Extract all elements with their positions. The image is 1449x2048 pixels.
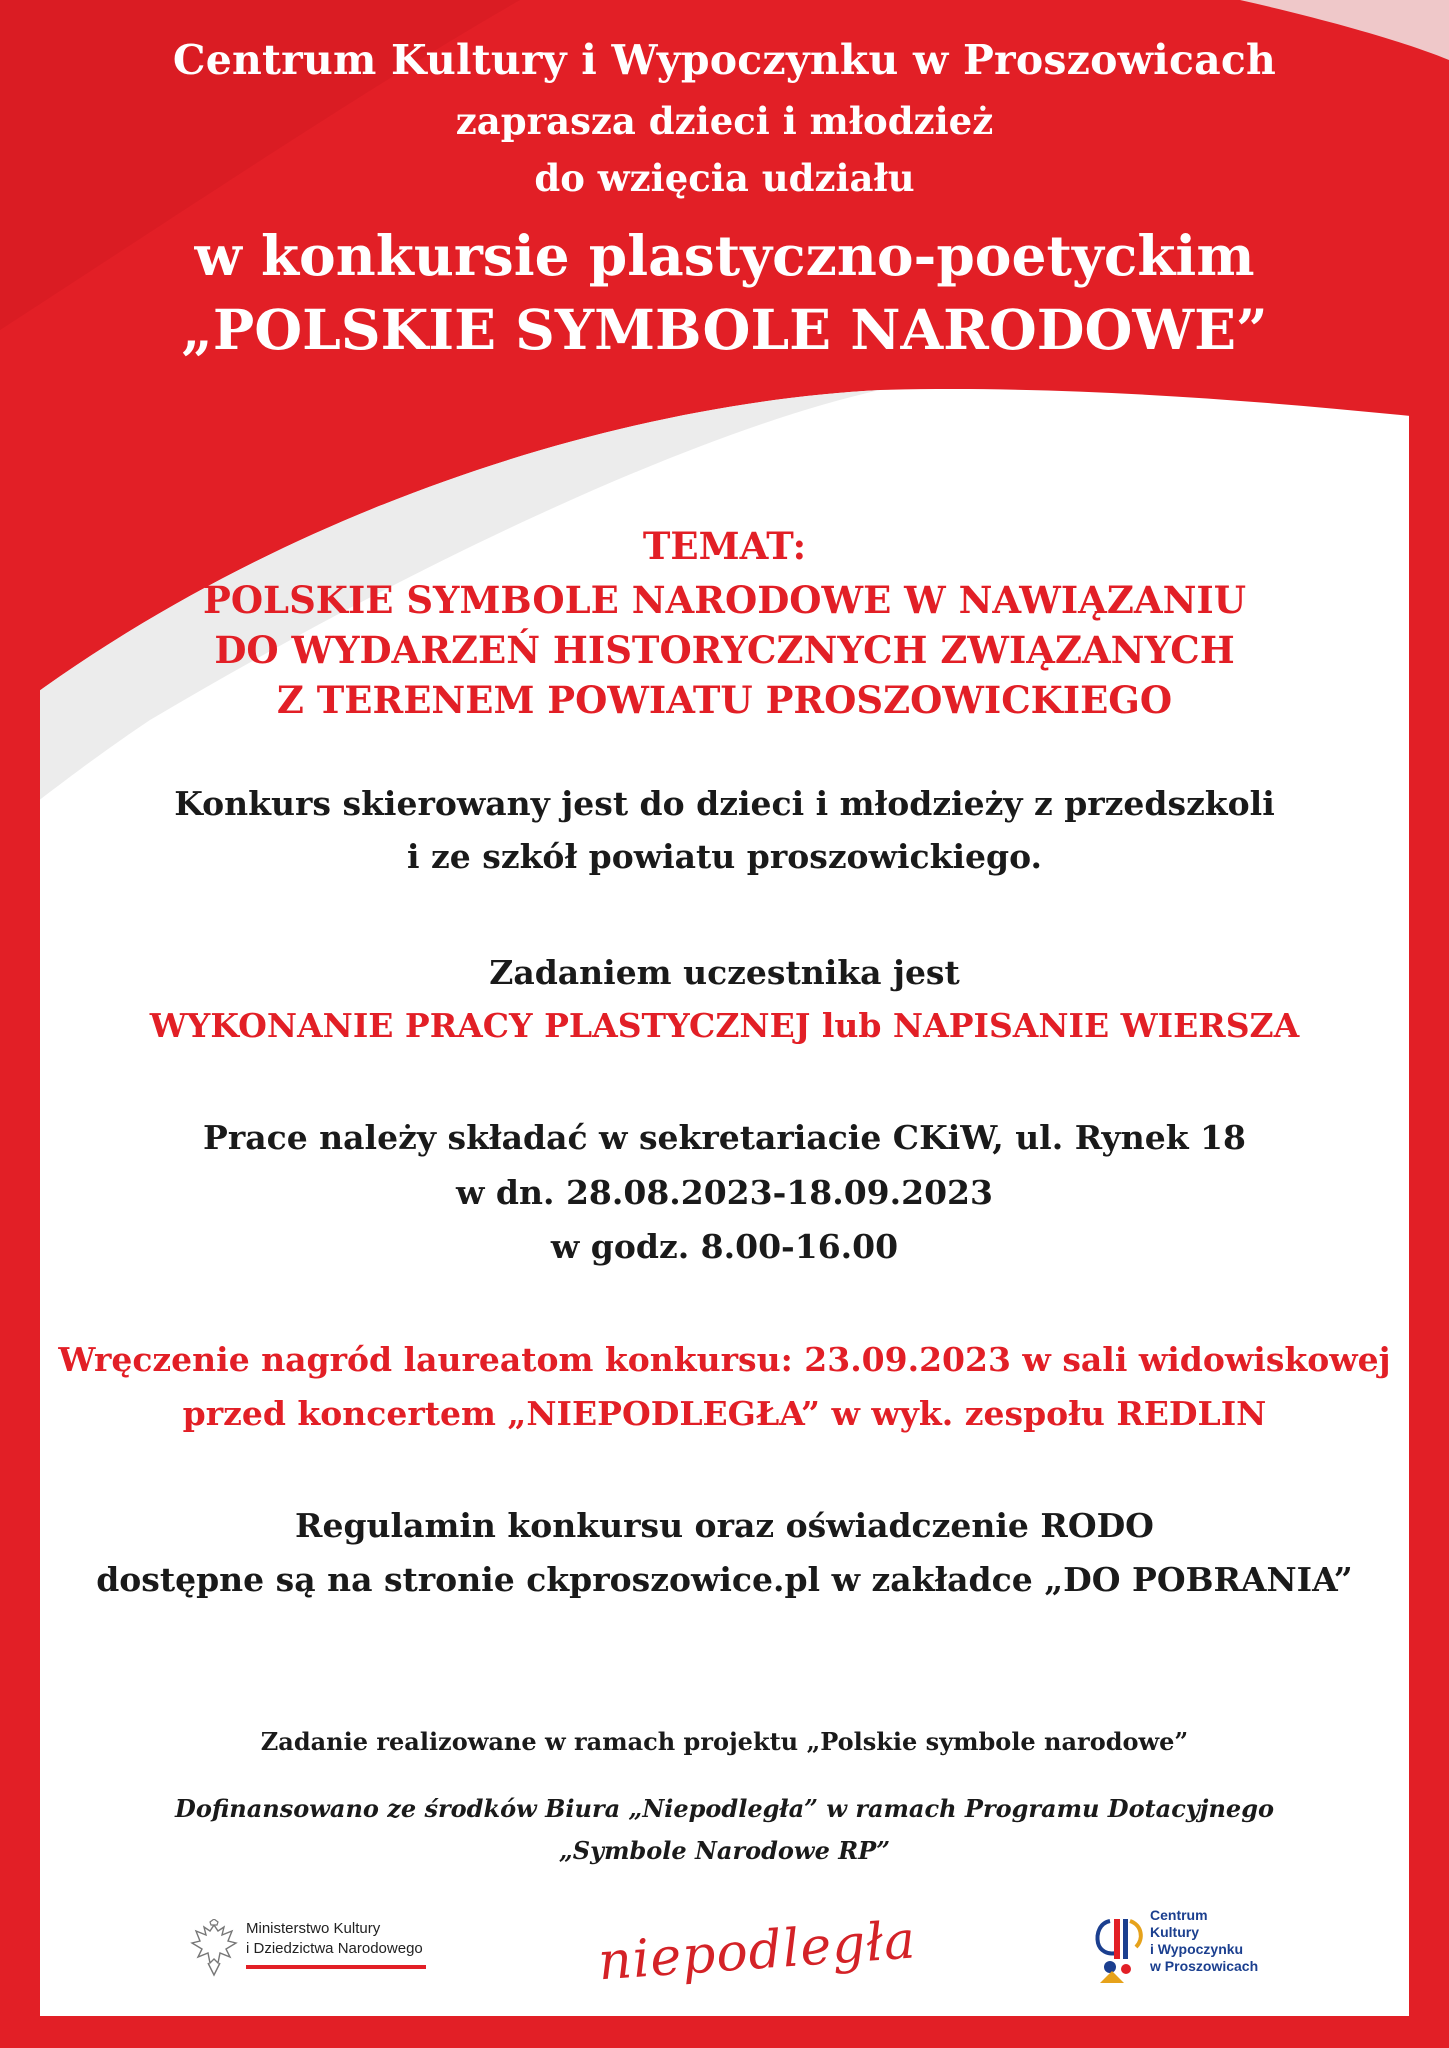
invite-line-2: do wzięcia udziału bbox=[534, 156, 915, 200]
ckiw-name-line-2: Kultury bbox=[1150, 1924, 1199, 1940]
task-intro: Zadaniem uczestnika jest bbox=[489, 953, 960, 992]
ckiw-logo bbox=[1090, 1905, 1270, 2005]
submit-line-1: Prace należy składać w sekretariacie CKiW, ul. Rynek 18 bbox=[203, 1118, 1246, 1157]
ckiw-name-line-1: Centrum bbox=[1150, 1907, 1208, 1923]
ckiw-emblem-icon bbox=[1090, 1911, 1146, 1987]
theme-line-3: Z TERENEM POWIATU PROSZOWICKIEGO bbox=[276, 678, 1173, 722]
task-description: WYKONANIE PRACY PLASTYCZNEJ lub NAPISANIE WIERSZA bbox=[149, 1006, 1300, 1045]
white-eagle-emblem-icon bbox=[188, 1919, 240, 1979]
ministry-name-line-2: i Dziedzictwa Narodowego bbox=[246, 1940, 423, 1957]
project-note: Zadanie realizowane w ramach projektu „Polskie symbole narodowe” bbox=[260, 1727, 1189, 1756]
niepodlegla-wordmark: niepodległa bbox=[596, 1910, 919, 1993]
funding-line-2: „Symbole Narodowe RP” bbox=[558, 1836, 891, 1865]
ministry-name-line-1: Ministerstwo Kultury bbox=[246, 1920, 381, 1937]
contest-title: „POLSKIE SYMBOLE NARODOWE” bbox=[181, 297, 1268, 362]
ministry-logo bbox=[188, 1915, 448, 1983]
audience-line-1: Konkurs skierowany jest do dzieci i młodzieży z przedszkoli bbox=[174, 784, 1275, 823]
rules-line-2: dostępne są na stronie ckproszowice.pl w zakładce „DO POBRANIA” bbox=[96, 1560, 1353, 1599]
submit-dates: w dn. 28.08.2023-18.09.2023 bbox=[456, 1173, 993, 1212]
awards-line-1: Wręczenie nagród laureatom konkursu: 23.09.2023 w sali widowiskowej bbox=[58, 1340, 1391, 1379]
contest-line: w konkursie plastyczno-poetyckim bbox=[194, 223, 1255, 288]
niepodlegla-logo bbox=[596, 1900, 919, 2010]
invite-line-1: zaprasza dzieci i młodzież bbox=[455, 99, 994, 143]
submit-hours: w godz. 8.00-16.00 bbox=[550, 1227, 899, 1266]
organizer-title: Centrum Kultury i Wypoczynku w Proszowicach bbox=[172, 36, 1277, 84]
ckiw-name-line-3: i Wypoczynku bbox=[1150, 1941, 1244, 1957]
theme-label: TEMAT: bbox=[642, 524, 807, 568]
awards-line-2: przed koncertem „NIEPODLEGŁA” w wyk. zespołu REDLIN bbox=[182, 1394, 1267, 1433]
theme-line-1: POLSKIE SYMBOLE NARODOWE W NAWIĄZANIU bbox=[203, 578, 1246, 622]
audience-line-2: i ze szkół powiatu proszowickiego. bbox=[407, 837, 1042, 876]
theme-line-2: DO WYDARZEŃ HISTORYCZNYCH ZWIĄZANYCH bbox=[214, 628, 1235, 672]
funding-line-1: Dofinansowano ze środków Biura „Niepodległa” w ramach Programu Dotacyjnego bbox=[175, 1794, 1274, 1823]
frame-bottom bbox=[0, 2016, 1449, 2048]
ministry-red-bar bbox=[246, 1965, 426, 1969]
ckiw-name-line-4: w Proszowicach bbox=[1150, 1958, 1259, 1974]
rules-line-1: Regulamin konkursu oraz oświadczenie RODO bbox=[295, 1506, 1154, 1545]
